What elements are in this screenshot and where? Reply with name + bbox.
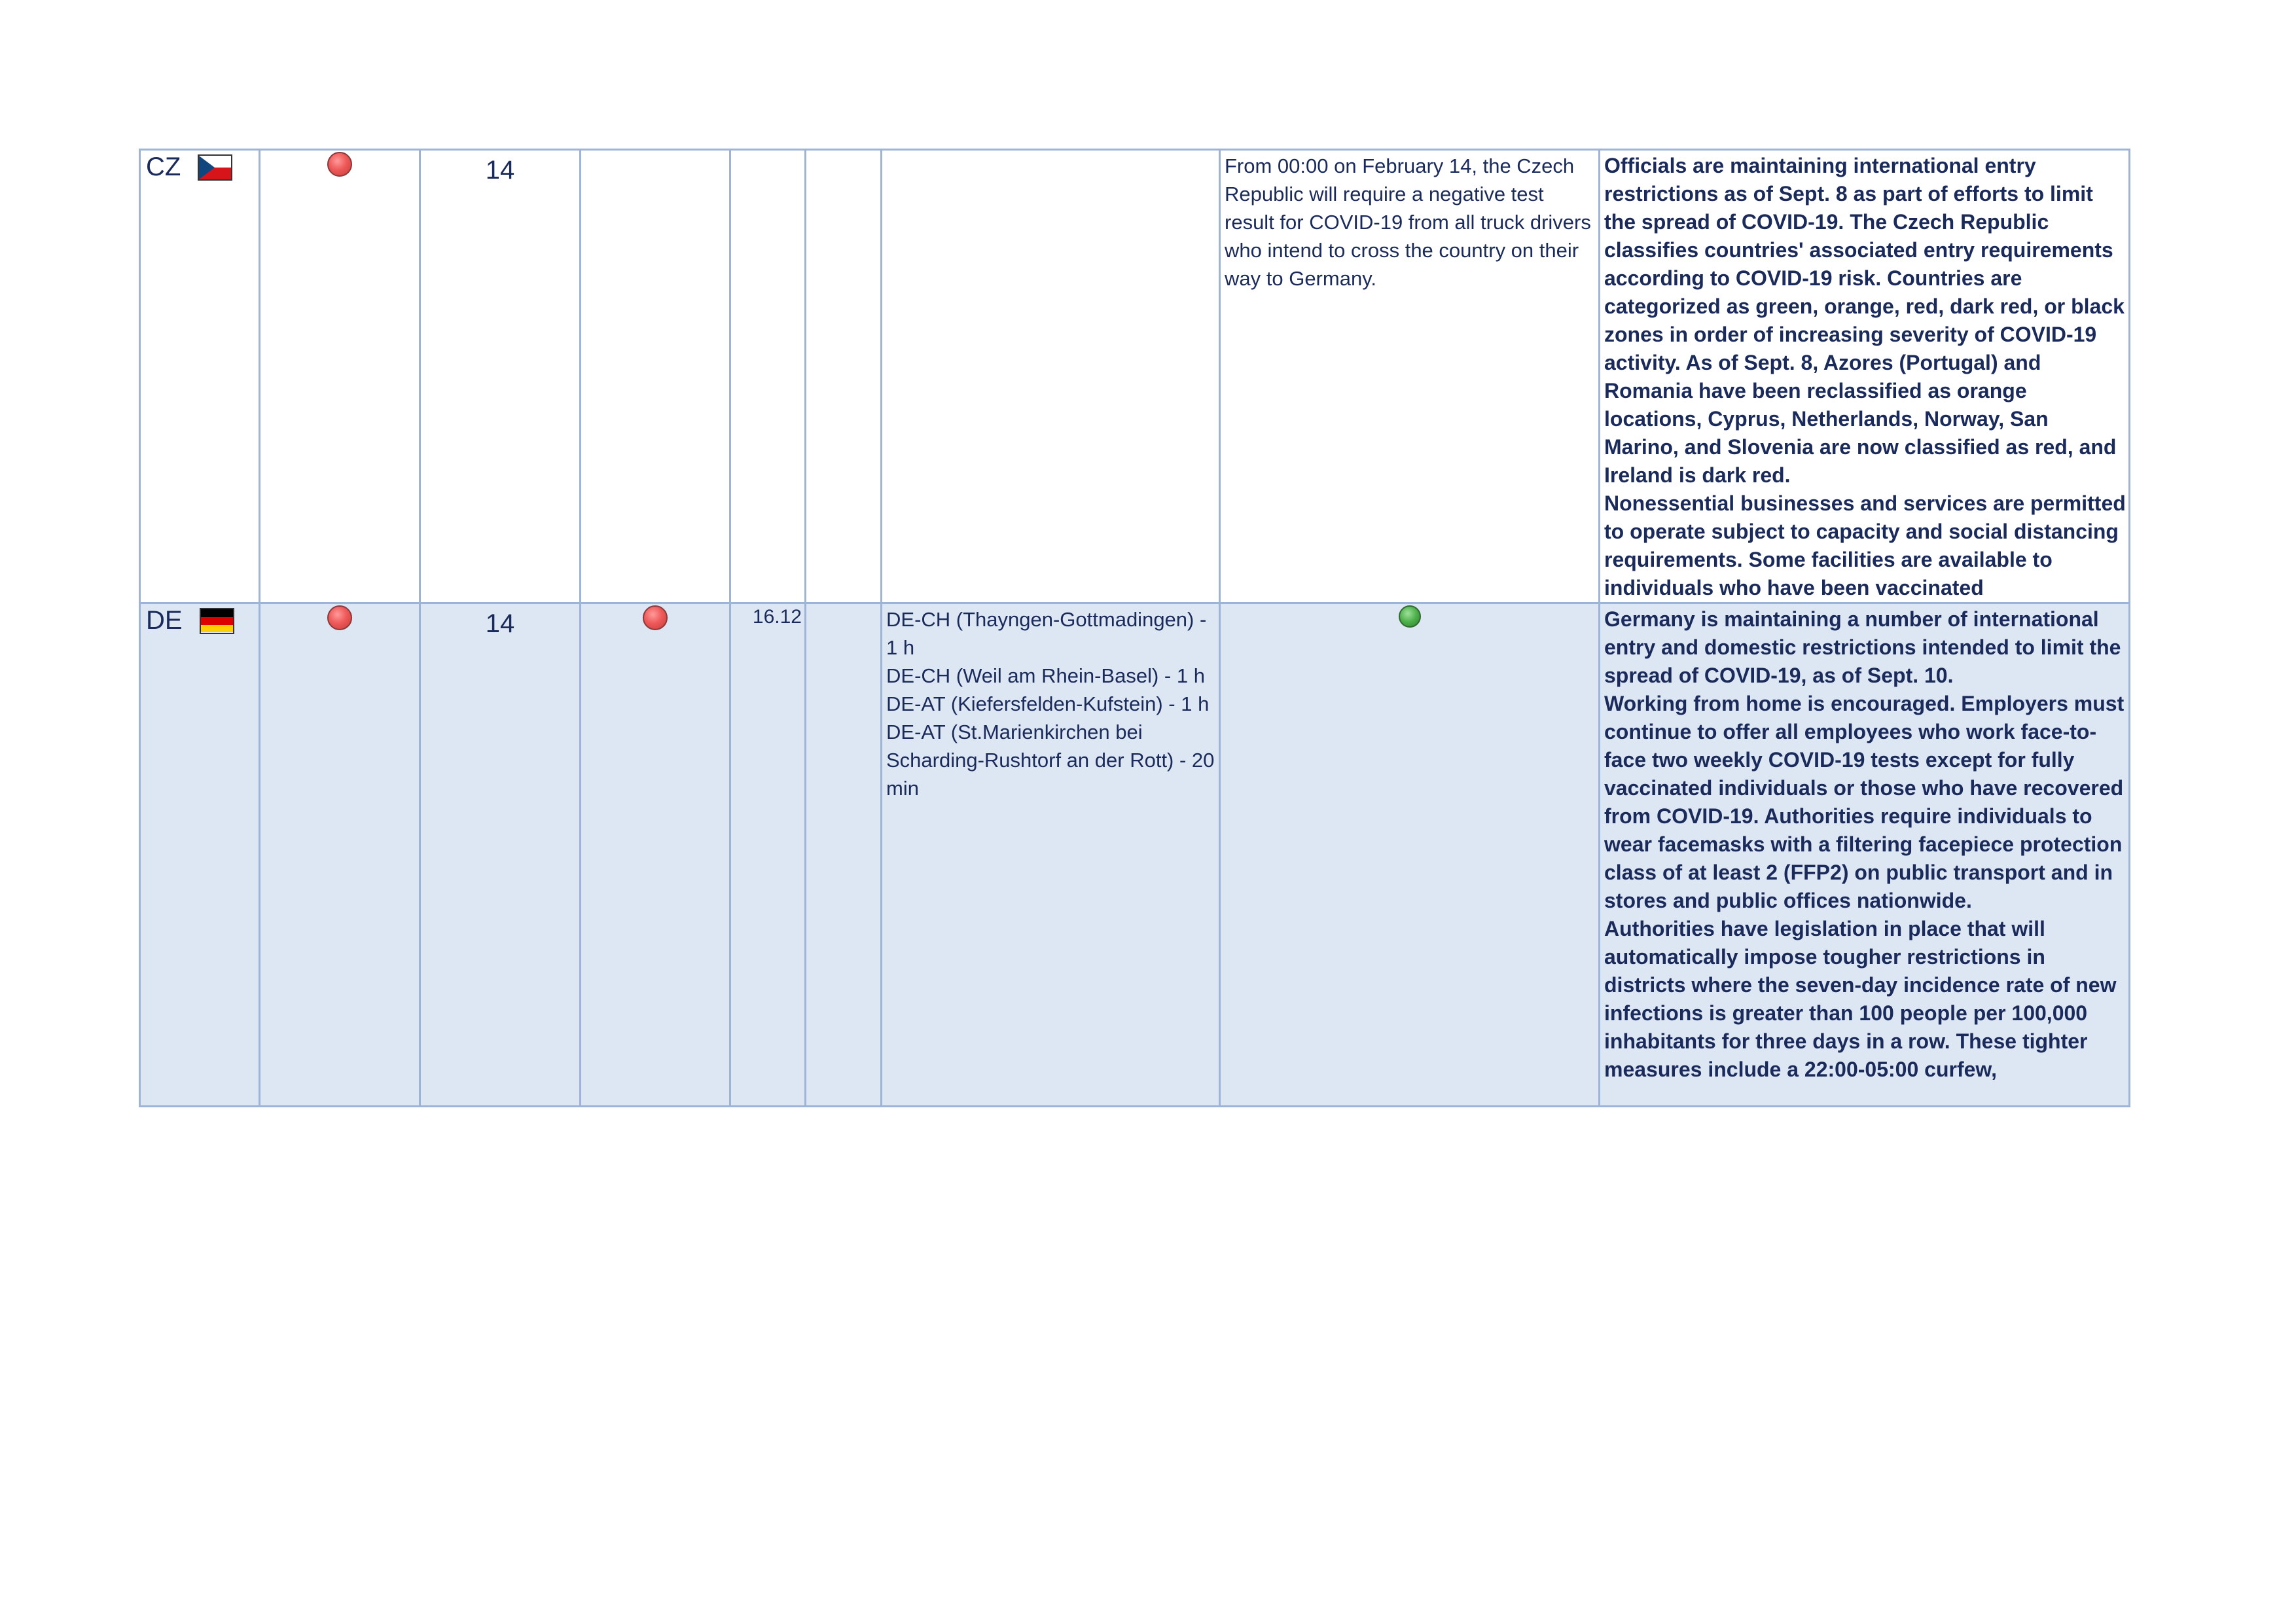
- status-cell-1: [260, 150, 420, 603]
- crossing-item: DE-CH (Thayngen-Gottmadingen) - 1 h: [886, 608, 1207, 659]
- days-value: 14: [485, 156, 515, 185]
- date-value: 16.12: [752, 606, 802, 628]
- days-value: 14: [485, 609, 515, 638]
- details-paragraph: Nonessential businesses and services are permitted to operate subject to capacity and social distancing requirements. Some facilities are available to individuals who have been vaccinated: [1604, 491, 2126, 599]
- date-cell: [730, 150, 806, 603]
- country-cell: [140, 603, 260, 1107]
- crossing-item: DE-CH (Weil am Rhein-Basel) - 1 h: [886, 664, 1205, 687]
- border-restrictions-table: [139, 149, 2130, 1107]
- details-paragraph: Germany is maintaining a number of international entry and domestic restrictions intended to limit the spread of COVID-19, as of Sept. 10.: [1604, 607, 2121, 687]
- table-row-de: [140, 603, 2130, 1107]
- details-paragraph: Authorities have legislation in place that will automatically impose tougher restrictions in districts where the seven-day incidence rate of new infections is greater than 100 people per 100,000 inhabitants for three days in a row. These tighter measures include a 22:00-05:00 curfew,: [1604, 917, 2117, 1081]
- crossing-item: DE-AT (Kiefersfelden-Kufstein) - 1 h: [886, 692, 1210, 715]
- empty-cell: [806, 150, 882, 603]
- crossings-cell: [882, 150, 1220, 603]
- status-cell-2: [581, 150, 730, 603]
- days-cell: [420, 150, 581, 603]
- green-status-dot-icon: [1399, 605, 1421, 628]
- truck-info-cell: [1220, 150, 1600, 603]
- red-status-dot-icon: [327, 152, 352, 177]
- details-paragraph: Working from home is encouraged. Employers must continue to offer all employees who work face-to-face two weekly COVID-19 tests except for fully vaccinated individuals or those who have recovered from COVID-19. Authorities require individuals to wear facemasks with a filtering facepiece protection class of at least 2 (FFP2) on public transport and in stores and public offices nationwide.: [1604, 692, 2125, 912]
- details-paragraph: Officials are maintaining international entry restrictions as of Sept. 8 as part of efforts to limit the spread of COVID-19. The Czech Republic classifies countries' associated entry requirements according to COVID-19 risk. Countries are categorized as green, orange, red, dark red, or black zones in order of increasing severity of COVID-19 activity. As of Sept. 8, Azores (Portugal) and Romania have been reclassified as orange locations, Cyprus, Netherlands, Norway, San Marino, and Slovenia are now classified as red, and Ireland is dark red.: [1604, 154, 2125, 487]
- red-status-dot-icon: [327, 605, 352, 630]
- date-cell: [730, 603, 806, 1107]
- days-cell: [420, 603, 581, 1107]
- country-cell: [140, 150, 260, 603]
- truck-info-text: From 00:00 on February 14, the Czech Republic will require a negative test result for COVID-19 from all truck drivers who intend to cross the country on their way to Germany.: [1225, 154, 1591, 290]
- czech-flag-icon: [198, 154, 232, 181]
- crossing-item: DE-AT (St.Marienkirchen bei Scharding-Rushtorf an der Rott) - 20 min: [886, 721, 1215, 800]
- table-row-cz: [140, 150, 2130, 603]
- country-code: DE: [146, 606, 183, 635]
- details-cell: [1600, 150, 2130, 603]
- crossings-cell: [882, 603, 1220, 1107]
- status-cell-2: [581, 603, 730, 1107]
- country-code: CZ: [146, 152, 181, 181]
- truck-info-cell: [1220, 603, 1600, 1107]
- empty-cell: [806, 603, 882, 1107]
- german-flag-icon: [200, 608, 234, 634]
- red-status-dot-icon: [643, 605, 668, 630]
- details-cell: [1600, 603, 2130, 1107]
- status-cell-1: [260, 603, 420, 1107]
